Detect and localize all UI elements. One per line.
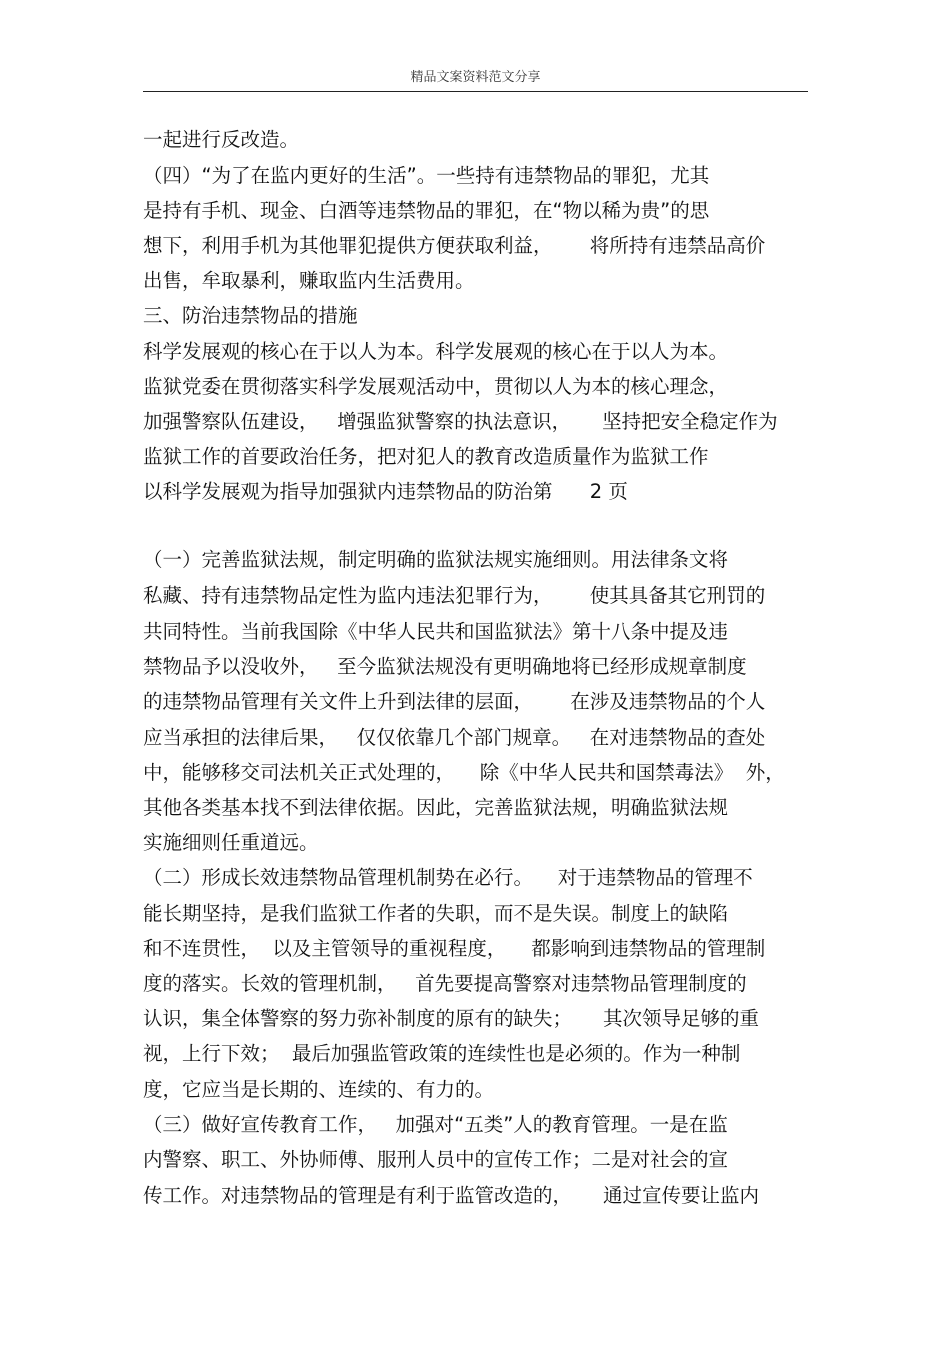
text-line: 视，上行下效； 最后加强监管政策的连续性也是必须的。作为一种制 [143, 1042, 741, 1065]
text-line: 监狱工作的首要政治任务，把对犯人的教育改造质量作为监狱工作 [143, 445, 709, 468]
text-line: 内警察、职工、外协师傅、服刑人员中的宣传工作；二是对社会的宣 [143, 1148, 729, 1171]
text-line: （四）“为了在监内更好的生活”。一些持有违禁物品的罪犯，尤其 [143, 164, 710, 187]
text-line: 一起进行反改造。 [143, 128, 300, 151]
text-line: 认识，集全体警察的努力弥补制度的原有的缺失； 其次领导足够的重 [143, 1007, 759, 1030]
text-line: 出售，牟取暴利，赚取监内生活费用。 [143, 269, 475, 292]
text-line: 度的落实。长效的管理机制， 首先要提高警察对违禁物品管理制度的 [143, 972, 747, 995]
text-line: 其他各类基本找不到法律依据。因此，完善监狱法规，明确监狱法规 [143, 796, 729, 819]
page-unit: 页 [608, 480, 628, 503]
text-line: 传工作。对违禁物品的管理是有利于监管改造的， 通过宣传要让监内 [143, 1184, 759, 1207]
text-line: （三）做好宣传教育工作， 加强对“五类”人的教育管理。一是在监 [143, 1113, 728, 1136]
text-line: 是持有手机、现金、白酒等违禁物品的罪犯，在“物以稀为贵”的思 [143, 199, 710, 222]
text-line: 共同特性。当前我国除《中华人民共和国监狱法》第十八条中提及违 [143, 620, 729, 643]
text-line: 能长期坚持，是我们监狱工作者的失职，而不是失误。制度上的缺陷 [143, 902, 729, 925]
text-line: 和不连贯性， 以及主管领导的重视程度， 都影响到违禁物品的管理制 [143, 937, 766, 960]
page-number: 2 [589, 480, 603, 503]
page-header: 精品文案资料范文分享 [410, 70, 541, 85]
footer-title: 以科学发展观为指导加强狱内违禁物品的防治第 [143, 480, 553, 503]
text-line: 私藏、持有违禁物品定性为监内违法犯罪行为， 使其具备其它刑罚的 [143, 584, 766, 607]
page-footer [143, 480, 628, 504]
text-line: 中，能够移交司法机关正式处理的， 除《中华人民共和国禁毒法》 外， [143, 761, 785, 784]
text-line: 科学发展观的核心在于以人为本。科学发展观的核心在于以人为本。 [143, 340, 729, 363]
text-line: 度，它应当是长期的、连续的、有力的。 [143, 1078, 495, 1101]
text-line: 禁物品予以没收外， 至今监狱法规没有更明确地将已经形成规章制度 [143, 655, 747, 678]
text-line: 想下，利用手机为其他罪犯提供方便获取利益， 将所持有违禁品高价 [143, 234, 766, 257]
text-line: （二）形成长效违禁物品管理机制势在必行。 对于违禁物品的管理不 [143, 866, 753, 889]
header-divider [143, 91, 808, 92]
section-heading: 三、防治违禁物品的措施 [143, 304, 358, 327]
text-line: 应当承担的法律后果， 仅仅依靠几个部门规章。 在对违禁物品的查处 [143, 726, 766, 749]
text-line: 加强警察队伍建设， 增强监狱警察的执法意识， 坚持把安全稳定作为 [143, 410, 778, 433]
text-line: 的违禁物品管理有关文件上升到法律的层面， 在涉及违禁物品的个人 [143, 690, 766, 713]
text-line: 监狱党委在贯彻落实科学发展观活动中，贯彻以人为本的核心理念， [143, 375, 729, 398]
text-line: （一）完善监狱法规，制定明确的监狱法规实施细则。用法律条文将 [143, 548, 729, 571]
text-line: 实施细则任重道远。 [143, 831, 319, 854]
